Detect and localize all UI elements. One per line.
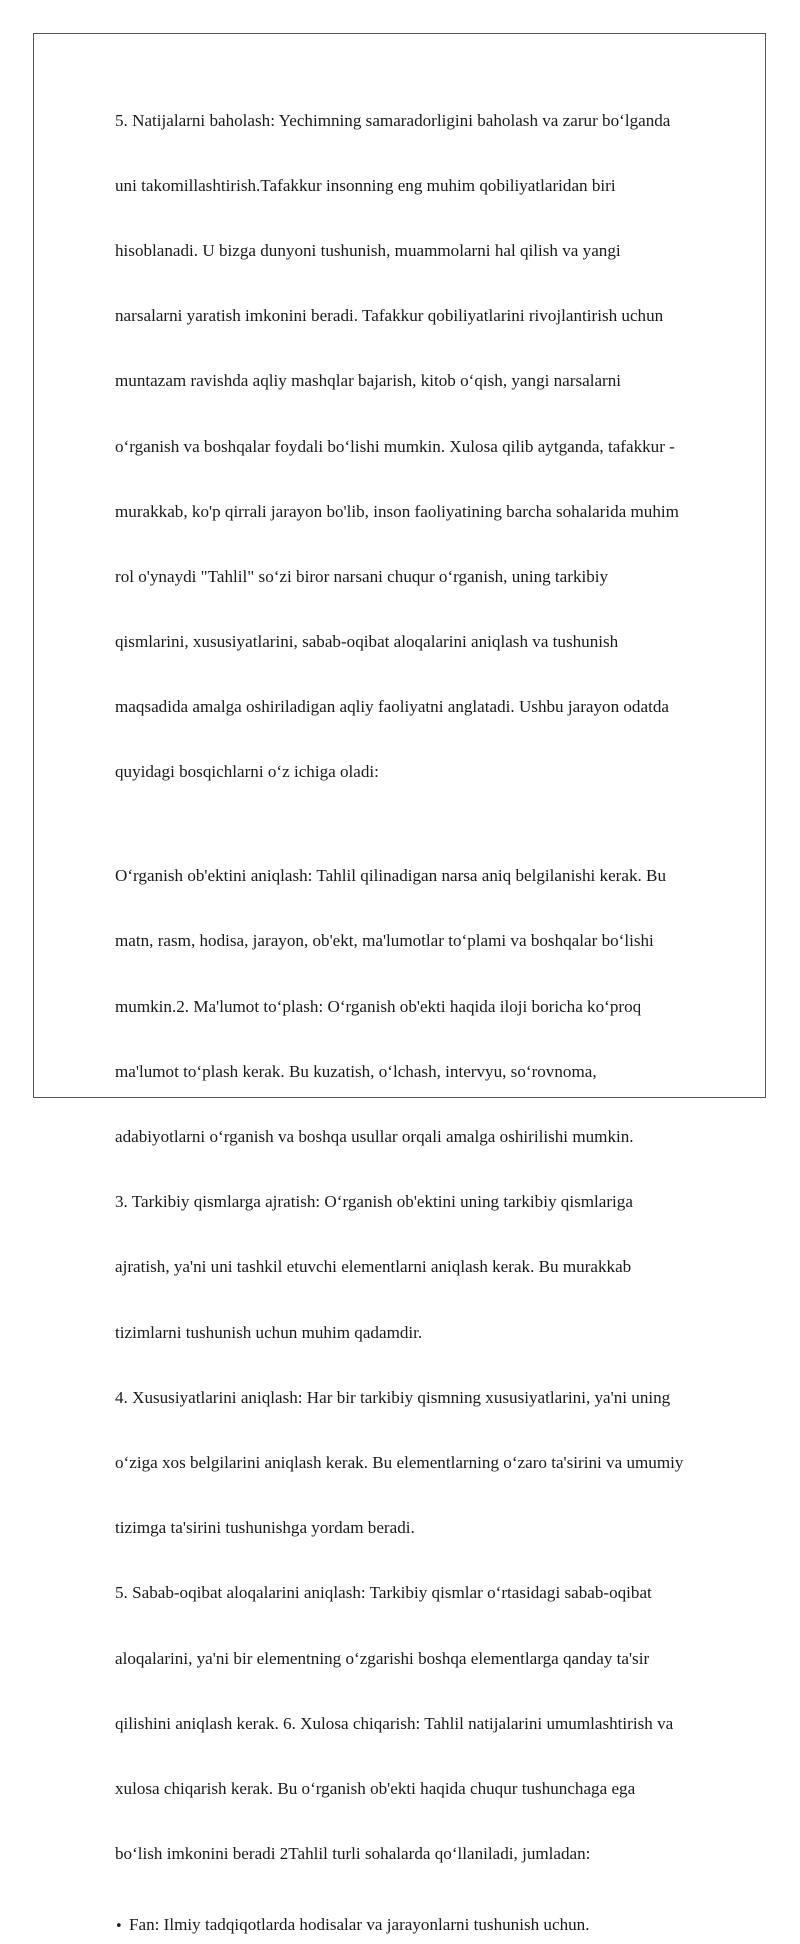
text-line: quyidagi bosqichlarni o‘z ichiga oladi: [115,762,379,782]
text-line: adabiyotlarni o‘rganish va boshqa usullar orqali amalga oshirilishi mumkin. [115,1127,634,1146]
text-line: matn, rasm, hodisa, jarayon, ob'ekt, ma'lumotlar to‘plami va boshqalar bo‘lishi [115,931,654,951]
text-line: o‘ziga xos belgilarini aniqlash kerak. Bu elementlarning o‘zaro ta'sirini va umumiy [115,1452,684,1472]
text-line: rol o'ynaydi "Tahlil" so‘zi biror narsani chuqur o‘rganish, uning tarkibiy [115,566,609,586]
bullet-item [115,1909,745,1944]
text-line: ajratish, ya'ni uni tashkil etuvchi elementlarni aniqlash kerak. Bu murakkab [115,1257,632,1277]
text-line: bo‘lish imkonini beradi 2Tahlil turli sohalarda qo‘llaniladi, jumladan: [115,1844,591,1864]
paragraph-2 [115,828,745,1904]
text-line: xulosa chiqarish kerak. Bu o‘rganish ob'ekti haqida chuqur tushunchaga ega [115,1778,636,1798]
text-line: qilishini aniqlash kerak. 6. Xulosa chiqarish: Tahlil natijalarini umumlashtirish va [115,1713,674,1733]
text-line: qismlarini, xususiyatlarini, sabab-oqibat aloqalarini aniqlash va tushunish [115,632,619,652]
text-line: ma'lumot to‘plash kerak. Bu kuzatish, o‘lchash, intervyu, so‘rovnoma, [115,1061,597,1081]
text-line: hisoblanadi. U bizga dunyoni tushunish, muammolarni hal qilish va yangi [115,240,621,260]
text-line: aloqalarini, ya'ni bir elementning o‘zgarishi boshqa elementlarga qanday ta'sir [115,1648,650,1668]
text-line: tizimlarni tushunish uchun muhim qadamdir. [115,1322,423,1342]
paragraph-1 [115,72,745,822]
text-line: uni takomillashtirish.Tafakkur insonning eng muhim qobiliyatlaridan biri [115,175,616,195]
text-line: 5. Natijalarni baholash: Yechimning samaradorligini baholash va zarur bo‘lganda [115,110,671,130]
text-line: mumkin.2. Ma'lumot to‘plash: O‘rganish ob'ekti haqida iloji boricha ko‘proq [115,996,642,1016]
text-line: tizimga ta'sirini tushunishga yordam beradi. [115,1518,415,1538]
text-line: 3. Tarkibiy qismlarga ajratish: O‘rganish ob'ektini uning tarkibiy qismlariga [115,1192,633,1212]
text-line: murakkab, ko'p qirrali jarayon bo'lib, inson faoliyatining barcha sohalarida muhim [115,501,679,521]
text-line: 4. Xususiyatlarini aniqlash: Har bir tarkibiy qismning xususiyatlarini, ya'ni uning [115,1387,671,1407]
bullet-dot-icon: • [115,1919,123,1935]
text-line: o‘rganish va boshqalar foydali bo‘lishi mumkin. Xulosa qilib aytganda, tafakkur - [115,436,675,456]
text-line: 5. Sabab-oqibat aloqalarini aniqlash: Tarkibiy qismlar o‘rtasidagi sabab-oqibat [115,1583,652,1603]
bullet-text: Fan: Ilmiy tadqiqotlarda hodisalar va jarayonlarni tushunish uchun. [129,1915,590,1935]
text-line: O‘rganish ob'ektini aniqlash: Tahlil qilinadigan narsa aniq belgilanishi kerak. Bu [115,866,666,886]
document-body [115,72,745,1944]
text-line: narsalarni yaratish imkonini beradi. Tafakkur qobiliyatlarini rivojlantirish uchun [115,306,664,326]
text-line: muntazam ravishda aqliy mashqlar bajarish, kitob o‘qish, yangi narsalarni [115,371,622,391]
text-line: maqsadida amalga oshiriladigan aqliy faoliyatni anglatadi. Ushbu jarayon odatda [115,697,669,717]
